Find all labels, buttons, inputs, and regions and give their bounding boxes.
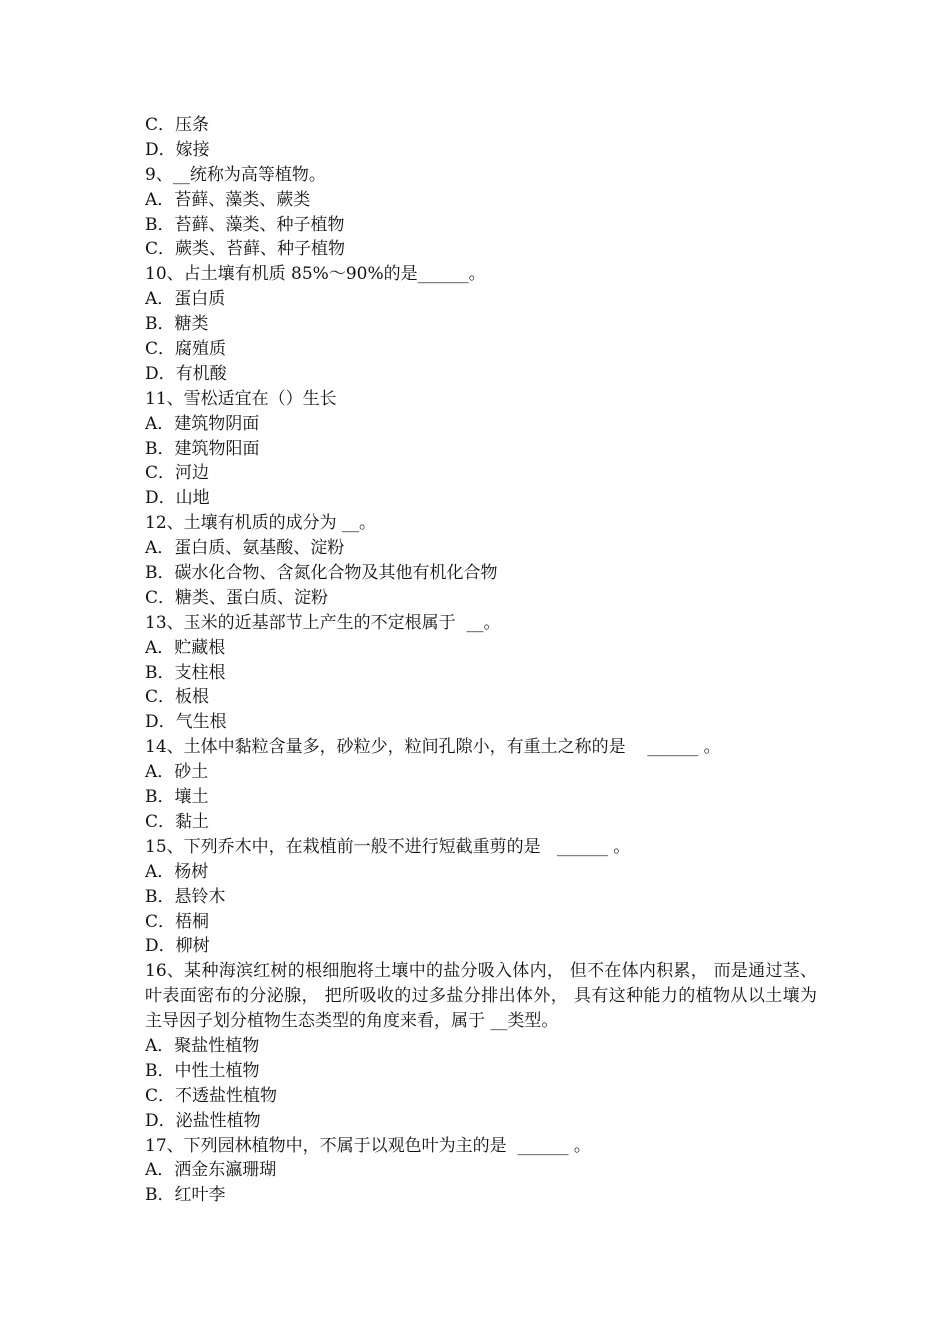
answer-option: B．支柱根: [145, 662, 226, 683]
answer-option: C．蕨类、苔藓、种子植物: [145, 239, 346, 260]
answer-option: B．壤土: [145, 787, 209, 808]
answer-option: A．蛋白质、氨基酸、淀粉: [145, 538, 345, 559]
document-page: [145, 113, 817, 1208]
question-text: 10、占土壤有机质 85%～90%的是______。: [145, 264, 486, 285]
question-text: 17、下列园林植物中，不属于以观色叶为主的是 ______ 。: [145, 1135, 591, 1156]
answer-option: C．压条: [145, 115, 210, 135]
answer-option: C．糖类、蛋白质、淀粉: [145, 587, 329, 608]
answer-option: B．悬铃木: [145, 886, 226, 907]
answer-option: A．贮藏根: [145, 637, 226, 658]
answer-option: C．河边: [145, 463, 210, 484]
answer-option: D．气生根: [145, 712, 227, 733]
answer-option: A．蛋白质: [145, 289, 226, 310]
answer-option: B．红叶李: [145, 1185, 226, 1206]
answer-option: D．柳树: [145, 936, 210, 957]
answer-option: A．洒金东瀛珊瑚: [145, 1160, 277, 1181]
question-text: 15、下列乔木中，在栽植前一般不进行短截重剪的是 ______ 。: [145, 836, 631, 857]
answer-option: A．聚盐性植物: [145, 1036, 260, 1056]
answer-option: B．糖类: [145, 314, 209, 335]
answer-option: D．山地: [145, 488, 210, 509]
answer-option: C．黏土: [145, 811, 210, 832]
answer-option: B．建筑物阳面: [145, 438, 260, 459]
answer-option: C．不透盐性植物: [145, 1085, 278, 1106]
answer-option: D．泌盐性植物: [145, 1110, 261, 1131]
question-text: 9、__统称为高等植物。: [145, 164, 326, 185]
question-text: 11、雪松适宜在（）生长: [145, 388, 337, 409]
answer-option: B．苔藓、藻类、种子植物: [145, 214, 345, 235]
question-16: 16、某种海滨红树的根细胞将土壤中的盐分吸入体内， 但不在体内积累， 而是通过茎、叶表面密布的分泌腺， 把所吸收的过多盐分排出体外， 具有这种能力的植物从以土壤为主导因子划分植物生态类型的角度来看，属于 __类型。: [145, 961, 817, 1032]
answer-option: A．苔藓、藻类、蕨类: [145, 189, 311, 210]
answer-option: A．建筑物阴面: [145, 413, 260, 434]
answer-option: C．腐殖质: [145, 339, 227, 360]
answer-option: A．杨树: [145, 861, 209, 882]
answer-option: C．板根: [145, 687, 210, 708]
question-list-continued: [145, 1034, 817, 1208]
answer-option: D．有机酸: [145, 363, 227, 384]
question-text: 14、土体中黏粒含量多，砂粒少，粒间孔隙小，有重土之称的是 ______ 。: [145, 737, 721, 758]
answer-option: C．梧桐: [145, 911, 210, 932]
question-list: [145, 113, 817, 959]
answer-option: B．中性土植物: [145, 1060, 260, 1081]
answer-option: A．砂土: [145, 762, 209, 783]
answer-option: B．碳水化合物、含氮化合物及其他有机化合物: [145, 563, 498, 584]
answer-option: D．嫁接: [145, 139, 210, 160]
question-text: 12、土壤有机质的成分为 __。: [145, 513, 377, 534]
question-text: 13、玉米的近基部节上产生的不定根属于 __。: [145, 612, 501, 633]
